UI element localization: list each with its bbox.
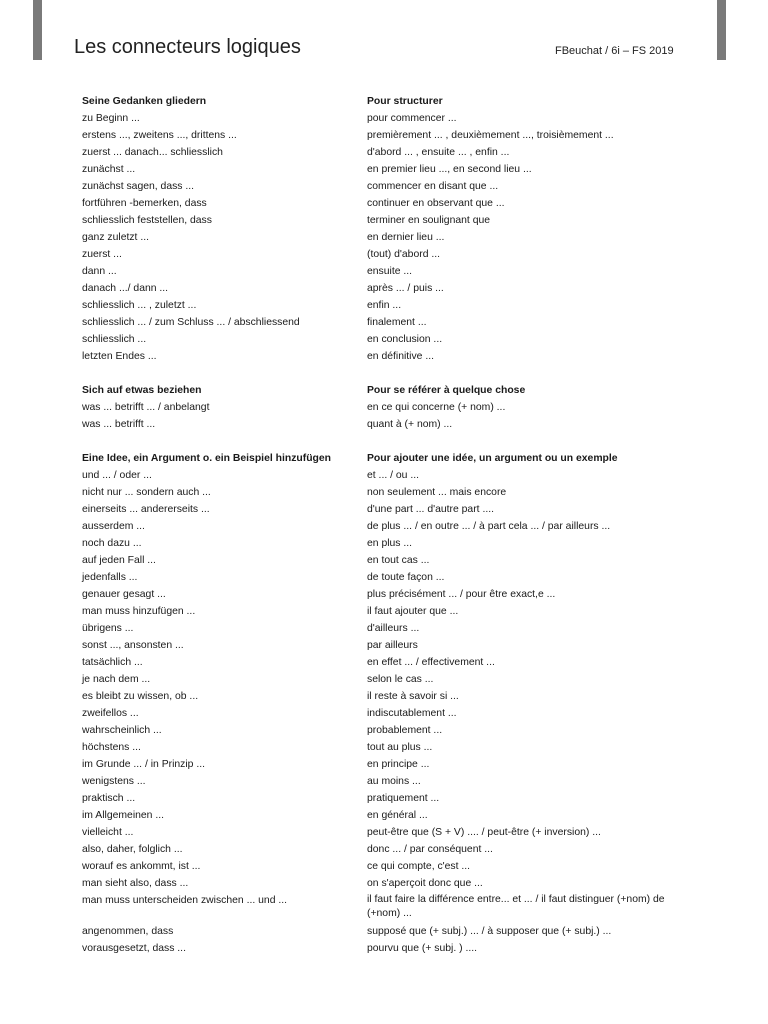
french-phrase: en définitive ... bbox=[367, 351, 435, 362]
table-row bbox=[82, 841, 682, 858]
german-phrase: zunächst sagen, dass ... bbox=[82, 181, 195, 192]
table-row bbox=[82, 739, 682, 756]
left-margin-bar bbox=[33, 0, 42, 60]
table-row bbox=[82, 637, 682, 654]
french-phrase: continuer en observant que ... bbox=[367, 198, 505, 209]
table-row bbox=[82, 892, 682, 923]
german-phrase: höchstens ... bbox=[82, 742, 141, 753]
table-row bbox=[82, 790, 682, 807]
german-phrase: sonst ..., ansonsten ... bbox=[82, 640, 184, 651]
german-phrase: praktisch ... bbox=[82, 793, 136, 804]
german-phrase: übrigens ... bbox=[82, 623, 134, 634]
table-row bbox=[82, 297, 682, 314]
german-phrase: zu Beginn ... bbox=[82, 113, 140, 124]
table-row bbox=[82, 127, 682, 144]
french-phrase: en dernier lieu ... bbox=[367, 232, 445, 243]
connectors-table bbox=[82, 93, 682, 974]
french-phrase: supposé que (+ subj.) ... / à supposer que (+ subj.) ... bbox=[367, 926, 612, 937]
german-phrase: noch dazu ... bbox=[82, 538, 142, 549]
german-phrase: tatsächlich ... bbox=[82, 657, 143, 668]
table-row bbox=[82, 212, 682, 229]
french-phrase: premièrement ... , deuxièmement ..., troisièmement ... bbox=[367, 130, 614, 141]
french-phrase: d'abord ... , ensuite ... , enfin ... bbox=[367, 147, 510, 158]
table-row bbox=[82, 229, 682, 246]
french-phrase: donc ... / par conséquent ... bbox=[367, 844, 493, 855]
german-phrase: genauer gesagt ... bbox=[82, 589, 166, 600]
german-phrase: vorausgesetzt, dass ... bbox=[82, 943, 186, 954]
french-phrase: plus précisément ... / pour être exact,e ... bbox=[367, 589, 556, 600]
german-phrase: und ... / oder ... bbox=[82, 470, 152, 481]
german-phrase: angenommen, dass bbox=[82, 926, 174, 937]
french-phrase: pour commencer ... bbox=[367, 113, 457, 124]
french-phrase: en ce qui concerne (+ nom) ... bbox=[367, 402, 506, 413]
french-phrase: d'une part ... d'autre part .... bbox=[367, 504, 494, 515]
french-phrase: pourvu que (+ subj. ) .... bbox=[367, 943, 478, 954]
german-phrase: auf jeden Fall ... bbox=[82, 555, 156, 566]
table-row bbox=[82, 348, 682, 365]
french-phrase: en premier lieu ..., en second lieu ... bbox=[367, 164, 532, 175]
french-phrase: d'ailleurs ... bbox=[367, 623, 420, 634]
section-heading bbox=[82, 450, 682, 467]
german-phrase: ausserdem ... bbox=[82, 521, 145, 532]
german-phrase: wenigstens ... bbox=[82, 776, 146, 787]
table-row bbox=[82, 144, 682, 161]
french-phrase: on s'aperçoit donc que ... bbox=[367, 878, 483, 889]
table-row bbox=[82, 416, 682, 433]
german-phrase: einerseits ... andererseits ... bbox=[82, 504, 210, 515]
section-heading bbox=[82, 382, 682, 399]
german-phrase: was ... betrifft ... / anbelangt bbox=[82, 402, 210, 413]
table-row bbox=[82, 484, 682, 501]
german-phrase: man muss hinzufügen ... bbox=[82, 606, 196, 617]
table-row bbox=[82, 603, 682, 620]
french-phrase: il faut ajouter que ... bbox=[367, 606, 459, 617]
table-row bbox=[82, 501, 682, 518]
table-row bbox=[82, 161, 682, 178]
german-phrase: schliesslich ... / zum Schluss ... / abschliessend bbox=[82, 317, 300, 328]
table-row bbox=[82, 399, 682, 416]
german-phrase: also, daher, folglich ... bbox=[82, 844, 183, 855]
german-phrase: zuerst ... danach... schliesslich bbox=[82, 147, 223, 158]
french-heading: Pour se référer à quelque chose bbox=[367, 385, 526, 396]
german-phrase: zunächst ... bbox=[82, 164, 136, 175]
table-row bbox=[82, 518, 682, 535]
french-phrase: en plus ... bbox=[367, 538, 413, 549]
french-phrase: de toute façon ... bbox=[367, 572, 445, 583]
french-phrase: ensuite ... bbox=[367, 266, 413, 277]
german-phrase: ganz zuletzt ... bbox=[82, 232, 149, 243]
table-row bbox=[82, 858, 682, 875]
table-row bbox=[82, 773, 682, 790]
german-heading: Eine Idee, ein Argument o. ein Beispiel hinzufügen bbox=[82, 453, 332, 464]
table-row bbox=[82, 195, 682, 212]
page-title: Les connecteurs logiques bbox=[74, 36, 301, 58]
table-row bbox=[82, 654, 682, 671]
german-phrase: schliesslich ... bbox=[82, 334, 147, 345]
table-row bbox=[82, 756, 682, 773]
german-heading: Sich auf etwas beziehen bbox=[82, 385, 202, 396]
german-phrase: letzten Endes ... bbox=[82, 351, 157, 362]
table-row bbox=[82, 671, 682, 688]
french-phrase: commencer en disant que ... bbox=[367, 181, 499, 192]
french-phrase: peut-être que (S + V) .... / peut-être (+ inversion) ... bbox=[367, 827, 601, 838]
table-row bbox=[82, 314, 682, 331]
french-phrase: en principe ... bbox=[367, 759, 430, 770]
table-row bbox=[82, 923, 682, 940]
table-row bbox=[82, 552, 682, 569]
german-phrase: man muss unterscheiden zwischen ... und ... bbox=[82, 895, 288, 906]
french-phrase: pratiquement ... bbox=[367, 793, 440, 804]
french-phrase: finalement ... bbox=[367, 317, 427, 328]
french-phrase: en tout cas ... bbox=[367, 555, 430, 566]
french-phrase: terminer en soulignant que bbox=[367, 215, 491, 226]
french-phrase: au moins ... bbox=[367, 776, 421, 787]
french-phrase: tout au plus ... bbox=[367, 742, 433, 753]
section-heading bbox=[82, 93, 682, 110]
table-row bbox=[82, 722, 682, 739]
table-row bbox=[82, 569, 682, 586]
french-phrase: (tout) d'abord ... bbox=[367, 249, 441, 260]
section bbox=[82, 382, 682, 433]
german-phrase: je nach dem ... bbox=[82, 674, 151, 685]
german-phrase: vielleicht ... bbox=[82, 827, 134, 838]
french-phrase: et ... / ou ... bbox=[367, 470, 419, 481]
table-row bbox=[82, 807, 682, 824]
german-phrase: was ... betrifft ... bbox=[82, 419, 156, 430]
french-phrase: par ailleurs bbox=[367, 640, 418, 651]
table-row bbox=[82, 178, 682, 195]
german-phrase: zuerst ... bbox=[82, 249, 122, 260]
table-row bbox=[82, 467, 682, 484]
german-phrase: erstens ..., zweitens ..., drittens ... bbox=[82, 130, 237, 141]
table-row bbox=[82, 586, 682, 603]
french-phrase: probablement ... bbox=[367, 725, 443, 736]
section bbox=[82, 450, 682, 957]
table-row bbox=[82, 875, 682, 892]
german-phrase: schliesslich feststellen, dass bbox=[82, 215, 212, 226]
german-phrase: man sieht also, dass ... bbox=[82, 878, 189, 889]
german-phrase: nicht nur ... sondern auch ... bbox=[82, 487, 211, 498]
table-row bbox=[82, 688, 682, 705]
table-row bbox=[82, 280, 682, 297]
french-phrase: en général ... bbox=[367, 810, 428, 821]
table-row bbox=[82, 263, 682, 280]
german-heading: Seine Gedanken gliedern bbox=[82, 96, 207, 107]
german-phrase: im Grunde ... / in Prinzip ... bbox=[82, 759, 205, 770]
table-row bbox=[82, 620, 682, 637]
german-phrase: es bleibt zu wissen, ob ... bbox=[82, 691, 199, 702]
german-phrase: danach .../ dann ... bbox=[82, 283, 169, 294]
table-row bbox=[82, 331, 682, 348]
german-phrase: jedenfalls ... bbox=[82, 572, 138, 583]
table-row bbox=[82, 246, 682, 263]
french-phrase: enfin ... bbox=[367, 300, 402, 311]
section bbox=[82, 93, 682, 365]
french-phrase: selon le cas ... bbox=[367, 674, 434, 685]
french-phrase: ce qui compte, c'est ... bbox=[367, 861, 471, 872]
french-phrase: non seulement ... mais encore bbox=[367, 487, 507, 498]
german-phrase: zweifellos ... bbox=[82, 708, 139, 719]
table-row bbox=[82, 824, 682, 841]
german-phrase: im Allgemeinen ... bbox=[82, 810, 165, 821]
german-phrase: fortführen -bemerken, dass bbox=[82, 198, 207, 209]
french-phrase: après ... / puis ... bbox=[367, 283, 444, 294]
french-phrase: de plus ... / en outre ... / à part cela ... / par ailleurs ... bbox=[367, 521, 611, 532]
french-heading: Pour ajouter une idée, un argument ou un exemple bbox=[367, 453, 618, 464]
german-phrase: wahrscheinlich ... bbox=[82, 725, 162, 736]
french-phrase: en conclusion ... bbox=[367, 334, 443, 345]
french-phrase: quant à (+ nom) ... bbox=[367, 419, 453, 430]
french-phrase: il reste à savoir si ... bbox=[367, 691, 459, 702]
french-phrase: il faut faire la différence entre... et ... / il faut distinguer (+nom) de (+nom) ... bbox=[367, 894, 665, 919]
french-phrase: indiscutablement ... bbox=[367, 708, 457, 719]
german-phrase: worauf es ankommt, ist ... bbox=[82, 861, 201, 872]
author-info: FBeuchat / 6i – FS 2019 bbox=[555, 45, 674, 57]
right-margin-bar bbox=[717, 0, 726, 60]
table-row bbox=[82, 705, 682, 722]
table-row bbox=[82, 535, 682, 552]
french-heading: Pour structurer bbox=[367, 96, 443, 107]
german-phrase: dann ... bbox=[82, 266, 117, 277]
german-phrase: schliesslich ... , zuletzt ... bbox=[82, 300, 197, 311]
table-row bbox=[82, 940, 682, 957]
table-row bbox=[82, 110, 682, 127]
french-phrase: en effet ... / effectivement ... bbox=[367, 657, 495, 668]
